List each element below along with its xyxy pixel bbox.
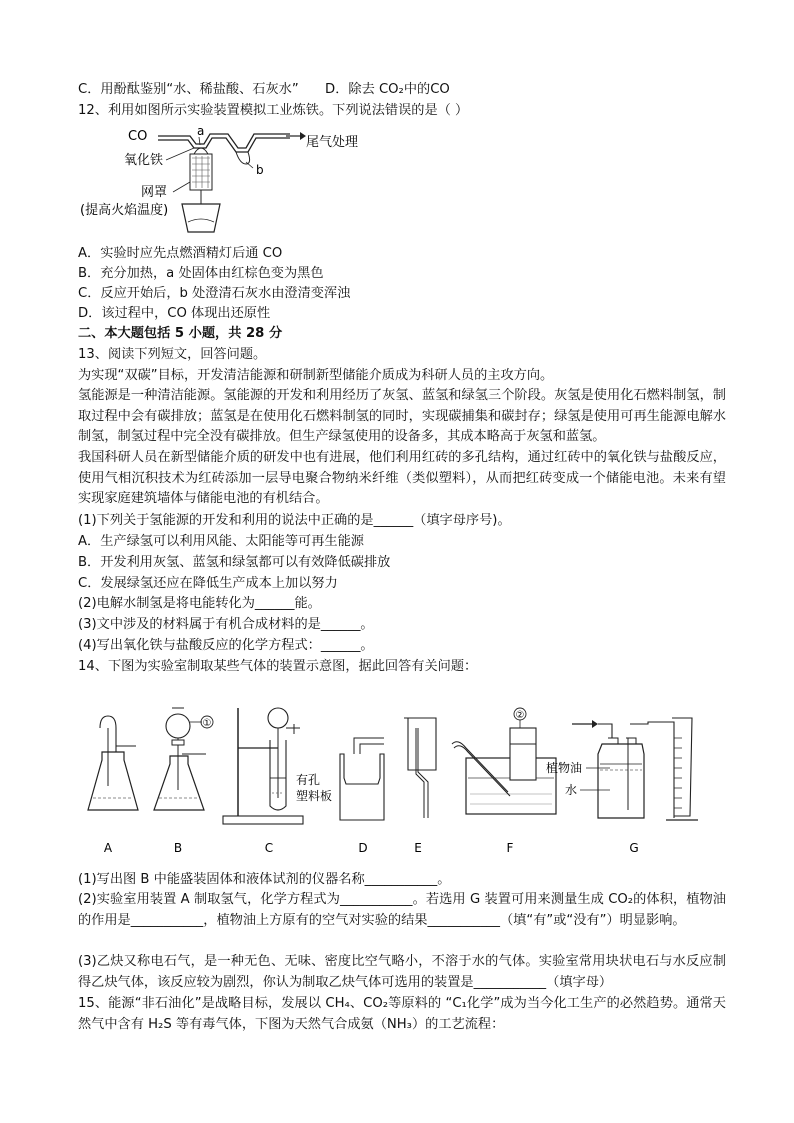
apparatus-e — [404, 718, 436, 855]
q14-gas-apparatus-figure — [78, 698, 726, 860]
q15-stem: 15、能源“非石油化”是战略目标，发展以 CH₄、CO₂等原料的 “C₁化学”成为当今化工生产的必然趋势。通常天然气中含有 H₂S 等有毒气体，下图为天然气合成氨（NH₃）的工艺流程： — [78, 996, 726, 1032]
label-a: a — [197, 124, 205, 138]
q13-sub4: (4)写出氧化铁与盐酸反应的化学方程式：______。 — [78, 638, 374, 653]
q13-sub2: (2)电解水制氢是将电能转化为______能。 — [78, 596, 321, 611]
q13-sub3: (3)文中涉及的材料属于有机合成材料的是______。 — [78, 617, 374, 632]
q13-sub1: (1)下列关于氢能源的开发和利用的说法中正确的是______（填字母序号)。 — [78, 513, 511, 528]
circle-1-label: ① — [202, 718, 212, 729]
q12-option-d: D．该过程中，CO 体现出还原性 — [78, 306, 271, 321]
apparatus-d — [340, 738, 384, 855]
q12-option-a: A．实验时应先点燃酒精灯后通 CO — [78, 246, 283, 261]
label-c: C — [264, 841, 274, 855]
label-b: b — [256, 163, 264, 177]
iron-oxide-label: 氧化铁 — [124, 153, 164, 168]
label-d: D — [358, 841, 368, 855]
label-f: F — [506, 841, 514, 855]
q13-sub1-option-b: B．开发利用灰氢、蓝氢和绿氢都可以有效降低碳排放 — [78, 555, 391, 570]
q12-ironmaking-apparatus — [78, 124, 388, 244]
plant-oil-label: 植物油 — [546, 761, 583, 775]
q12-stem: 12、利用如图所示实验装置模拟工业炼铁。下列说法错误的是（ ） — [78, 103, 469, 118]
q13-paragraph-3: 我国科研人员在新型储能介质的研发中也有进展，他们利用红砖的多孔结构，通过红砖中的氧化铁与盐酸反应，使用气相沉积技术为红砖添加一层导电聚合物纳米纤维（类似塑料），从而把红砖变成一个储能电池。未来有望实现家庭建筑墙体与储能电池的有机结合。 — [78, 450, 726, 506]
section-heading: 二、本大题包括 5 小题，共 28 分 — [78, 326, 283, 341]
apparatus-c — [223, 708, 332, 855]
co-label: CO — [128, 129, 148, 144]
apparatus-g — [546, 718, 698, 855]
q12-option-b: B．充分加热，a 处固体由红棕色变为黑色 — [78, 266, 324, 281]
q11-options-cd: C．用酚酞鉴别“水、稀盐酸、石灰水” D．除去 CO₂中的CO — [78, 82, 450, 97]
q13-sub1-option-a: A．生产绿氢可以利用风能、太阳能等可再生能源 — [78, 534, 364, 549]
label-a: A — [103, 841, 113, 855]
apparatus-a — [88, 716, 138, 855]
q14-sub3: (3)乙炔又称电石气，是一种无色、无味、密度比空气略小，不溶于水的气体。实验室常用块状电石与水反应制得乙炔气体，该反应较为剧烈，你认为制取乙炔气体可选用的装置是___________（填字母） — [78, 954, 726, 990]
q13-sub1-option-c: C．发展绿氢还应在降低生产成本上加以努力 — [78, 576, 338, 591]
q12-option-c: C．反应开始后，b 处澄清石灰水由澄清变浑浊 — [78, 286, 351, 301]
label-b: B — [173, 841, 183, 855]
mesh-label: 网罩 — [141, 185, 168, 200]
label-e: E — [414, 841, 422, 855]
q14-sub2: (2)实验室用装置 A 制取氢气，化学方程式为___________。若选用 G 装置可用来测量生成 CO₂的体积，植物油的作用是___________，植物油上方原有的空气对实验的结果___________（填“有”或“没有”）明显影响。 — [78, 892, 726, 928]
porous-board-label-2: 塑料板 — [296, 789, 333, 803]
tail-gas-label: 尾气处理 — [306, 135, 359, 150]
mesh-note: (提高火焰温度) — [80, 203, 169, 218]
q13-paragraph-1: 为实现“双碳”目标，开发清洁能源和研制新型储能介质成为科研人员的主攻方向。 — [78, 368, 554, 383]
apparatus-f — [452, 708, 556, 855]
apparatus-b — [154, 708, 213, 855]
q13-stem: 13、阅读下列短文，回答问题。 — [78, 347, 267, 362]
q14-stem: 14、下图为实验室制取某些气体的装置示意图，据此回答有关问题： — [78, 659, 478, 674]
label-g: G — [629, 841, 639, 855]
q14-sub1: (1)写出图 B 中能盛装固体和液体试剂的仪器名称___________。 — [78, 872, 451, 887]
q13-paragraph-2: 氢能源是一种清洁能源。氢能源的开发和利用经历了灰氢、蓝氢和绿氢三个阶段。灰氢是使用化石燃料制氢，制取过程中会有碳排放；蓝氢是在使用化石燃料制氢的同时，实现碳捕集和碳封存；绿氢是使用可再生能源电解水制氢，制氢过程中完全没有碳排放。但生产绿氢使用的设备多，其成本略高于灰氢和蓝氢。 — [78, 388, 726, 444]
water-label: 水 — [565, 783, 578, 797]
porous-board-label-1: 有孔 — [296, 773, 321, 787]
circle-2-label: ② — [515, 710, 525, 721]
